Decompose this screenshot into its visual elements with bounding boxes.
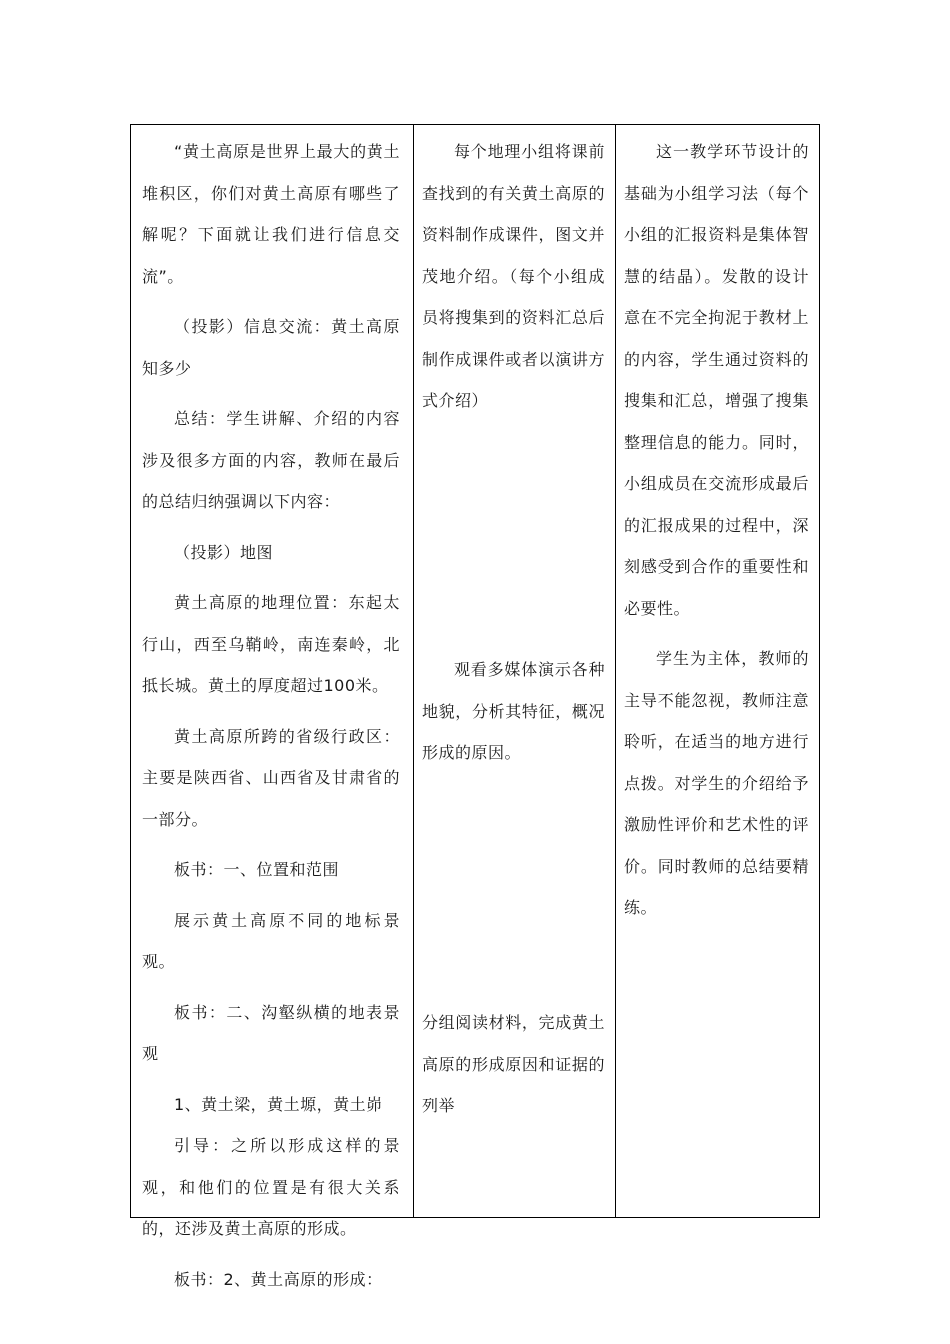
paragraph: 1、黄土梁，黄土塬，黄土峁 [174, 1094, 383, 1114]
paragraph: “黄土高原是世界上最大的黄土堆积区，你们对黄土高原有哪些了解呢？下面就让我们进行信息交流”。 [142, 142, 400, 286]
paragraph: 总结：学生讲解、介绍的内容涉及很多方面的内容，教师在最后的总结归纳强调以下内容： [142, 409, 400, 511]
student-activity-column [414, 125, 616, 1217]
paragraph: 这一教学环节设计的基础为小组学习法（每个小组的汇报资料是集体智慧的结晶）。发散的设计意在不完全拘泥于教材上的内容，学生通过资料的搜集和汇总，增强了搜集整理信息的能力。同时，小组成员在交流形成最后的汇报成果的过程中，深刻感受到合作的重要性和必要性。 [624, 142, 809, 618]
paragraph: 展示黄土高原不同的地标景观。 [142, 910, 400, 971]
paragraph: 黄土高原所跨的省级行政区：主要是陕西省、山西省及甘肃省的一部分。 [142, 726, 400, 829]
paragraph: 每个地理小组将课前查找到的有关黄土高原的资料制作成课件，图文并茂地介绍。（每个小组成员将搜集到的资料汇总后制作成课件或者以演讲方式介绍） [422, 142, 605, 410]
paragraph: 板书：一、位置和范围 [174, 860, 340, 879]
paragraph: 黄土高原的地理位置：东起太行山，西至乌鞘岭，南连秦岭，北抵长城。黄土的厚度超过100米。 [142, 593, 400, 695]
paragraph: 板书：2、黄土高原的形成： [174, 1269, 383, 1289]
paragraph: 观看多媒体演示各种地貌，分析其特征，概况形成的原因。 [422, 660, 605, 762]
design-intent-column [616, 125, 819, 1217]
paragraph: （投影）信息交流：黄土高原知多少 [142, 317, 400, 378]
teacher-activity-column [131, 125, 414, 1289]
lesson-plan-table [130, 124, 820, 1289]
paragraph: 分组阅读材料，完成黄土高原的形成原因和证据的列举 [422, 1013, 605, 1115]
paragraph: 引导：之所以形成这样的景观，和他们的位置是有很大关系的，还涉及黄土高原的形成。 [142, 1136, 400, 1238]
paragraph: 板书：二、沟壑纵横的地表景观 [142, 1002, 400, 1063]
paragraph: 学生为主体，教师的主导不能忽视，教师注意聆听，在适当的地方进行点拨。对学生的介绍给予激励性评价和艺术性的评价。同时教师的总结要精练。 [624, 649, 809, 917]
paragraph: （投影）地图 [174, 542, 274, 562]
